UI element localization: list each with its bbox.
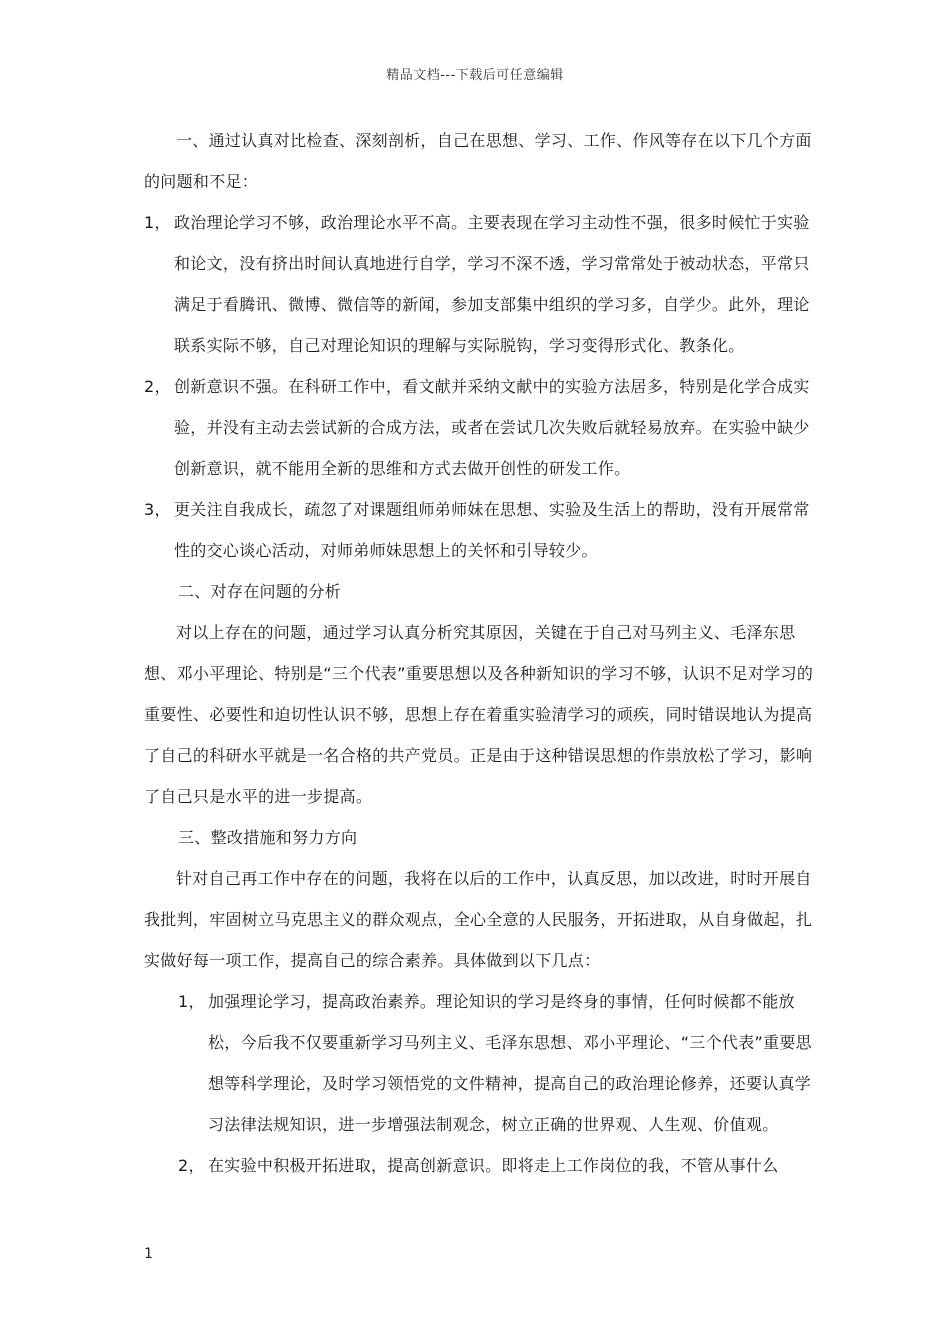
problem-item — [144, 489, 816, 571]
problem-item — [144, 202, 816, 366]
intro-paragraph: 一、通过认真对比检查、深刻剖析，自己在思想、学习、工作、作风等存在以下几个方面的问题和不足： — [144, 131, 812, 191]
problem-text: 创新意识不强。在科研工作中，看文献并采纳文献中的实验方法居多，特别是化学合成实验，并没有主动去尝试新的合成方法，或者在尝试几次失败后就轻易放弃。在实验中缺少创新意识，就不能用全新的思维和方式去做开创性的研发工作。 — [174, 377, 810, 478]
page-number: 1 — [144, 1246, 153, 1262]
section-2-paragraph: 对以上存在的问题，通过学习认真分析究其原因，关键在于自己对马列主义、毛泽东思想、邓小平理论、特别是“三个代表”重要思想以及各种新知识的学习不够，认识不足对学习的重要性、必要性和迫切性认识不够，思想上存在着重实验清学习的顽疾，同时错误地认为提高了自己的科研水平就是一名合格的共产党员。正是由于这种错误思想的作祟放松了学习，影响了自己只是水平的进一步提高。 — [144, 623, 814, 806]
measure-number: 1， — [178, 992, 205, 1011]
problem-number: 1， — [144, 213, 171, 232]
document-body — [144, 120, 816, 1186]
section-3-paragraph: 针对自己再工作中存在的问题，我将在以后的工作中，认真反思，加以改进，时时开展自我批判，牢固树立马克思主义的群众观点，全心全意的人民服务，开拓进取，从自身做起，扎实做好每一项工作，提高自己的综合素养。具体做到以下几点： — [144, 869, 813, 970]
problem-text: 政治理论学习不够，政治理论水平不高。主要表现在学习主动性不强，很多时候忙于实验和论文，没有挤出时间认真地进行自学，学习不深不透，学习常常处于被动状态，平常只满足于看腾讯、微博、微信等的新闻，参加支部集中组织的学习多，自学少。此外，理论联系实际不够，自己对理论知识的理解与实际脱钩，学习变得形式化、教条化。 — [174, 213, 810, 355]
measure-text: 加强理论学习，提高政治素养。理论知识的学习是终身的事情，任何时候都不能放松，今后我不仅要重新学习马列主义、毛泽东思想、邓小平理论、“三个代表”重要思想等科学理论，及时学习领悟党的文件精神，提高自己的政治理论修养，还要认真学习法律法规知识，进一步增强法制观念，树立正确的世界观、人生观、价值观。 — [208, 992, 812, 1134]
section-2-heading: 二、对存在问题的分析 — [178, 582, 342, 601]
measure-text: 在实验中积极开拓进取，提高创新意识。即将走上工作岗位的我，不管从事什么 — [208, 1156, 779, 1175]
measure-number: 2， — [178, 1156, 205, 1175]
problem-text: 更关注自我成长，疏忽了对课题组师弟师妹在思想、实验及生活上的帮助，没有开展常常性的交心谈心活动，对师弟师妹思想上的关怀和引导较少。 — [174, 500, 810, 560]
problem-item — [144, 366, 816, 489]
problem-number: 3， — [144, 500, 171, 519]
measure-item — [144, 1145, 816, 1186]
page-header: 精品文档---下载后可任意编辑 — [386, 68, 564, 83]
section-3-heading: 三、整改措施和努力方向 — [178, 828, 358, 847]
measure-item — [144, 981, 816, 1145]
problem-number: 2， — [144, 377, 171, 396]
